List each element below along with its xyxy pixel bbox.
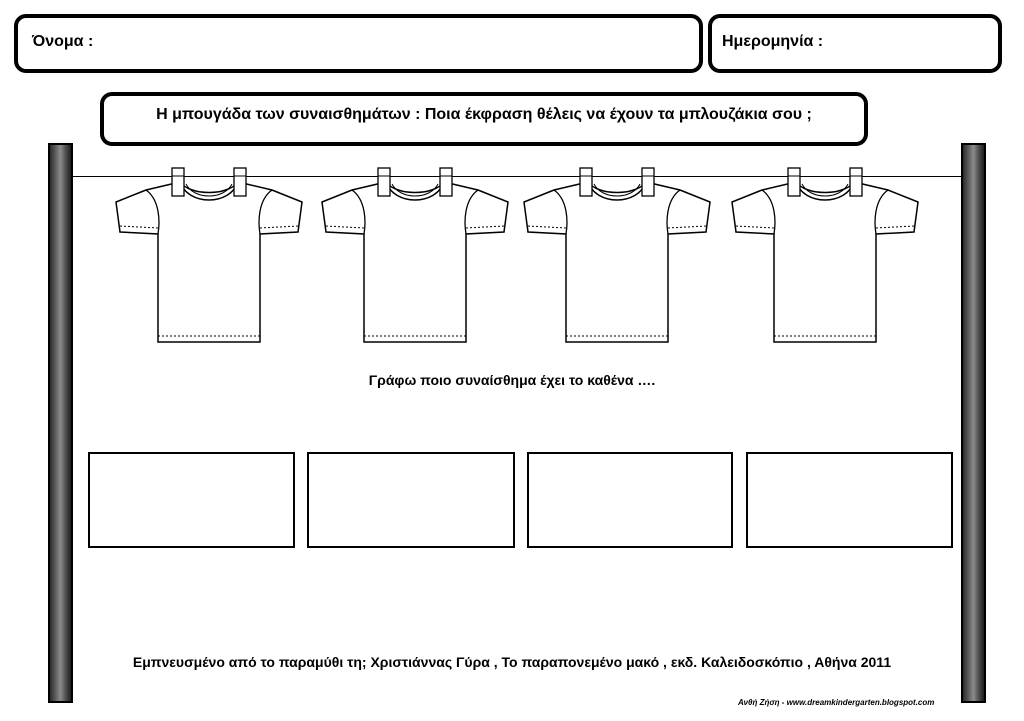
instruction-text: Γράφω ποιο συναίσθημα έχει το καθένα …. xyxy=(368,372,656,388)
answer-box-1[interactable] xyxy=(88,452,295,548)
tshirt-icon xyxy=(108,160,308,350)
tshirt-icon xyxy=(516,160,716,350)
tshirt-icon xyxy=(724,160,924,350)
footer-credit: Εμπνευσμένο από το παραμύθι τη; Χριστιάννας Γύρα , Το παραπονεμένο μακό , εκδ. Καλειδοσκόπιο , Αθήνα 2011 xyxy=(132,654,892,670)
page-title: Η μπουγάδα των συναισθημάτων : Ποια έκφραση θέλεις να έχουν τα μπλουζάκια σου ; xyxy=(156,106,812,123)
tshirt-icon xyxy=(314,160,514,350)
name-field[interactable] xyxy=(14,14,703,73)
answer-box-3[interactable] xyxy=(527,452,733,548)
answer-box-2[interactable] xyxy=(307,452,515,548)
author-signature: Ανθή Ζήση - www.dreamkindergarten.blogspot.com xyxy=(738,698,935,707)
answer-box-4[interactable] xyxy=(746,452,953,548)
right-pole xyxy=(961,143,986,703)
date-label: Ημερομηνία : xyxy=(722,33,824,50)
left-pole xyxy=(48,143,73,703)
name-label: Όνομα : xyxy=(32,33,94,50)
